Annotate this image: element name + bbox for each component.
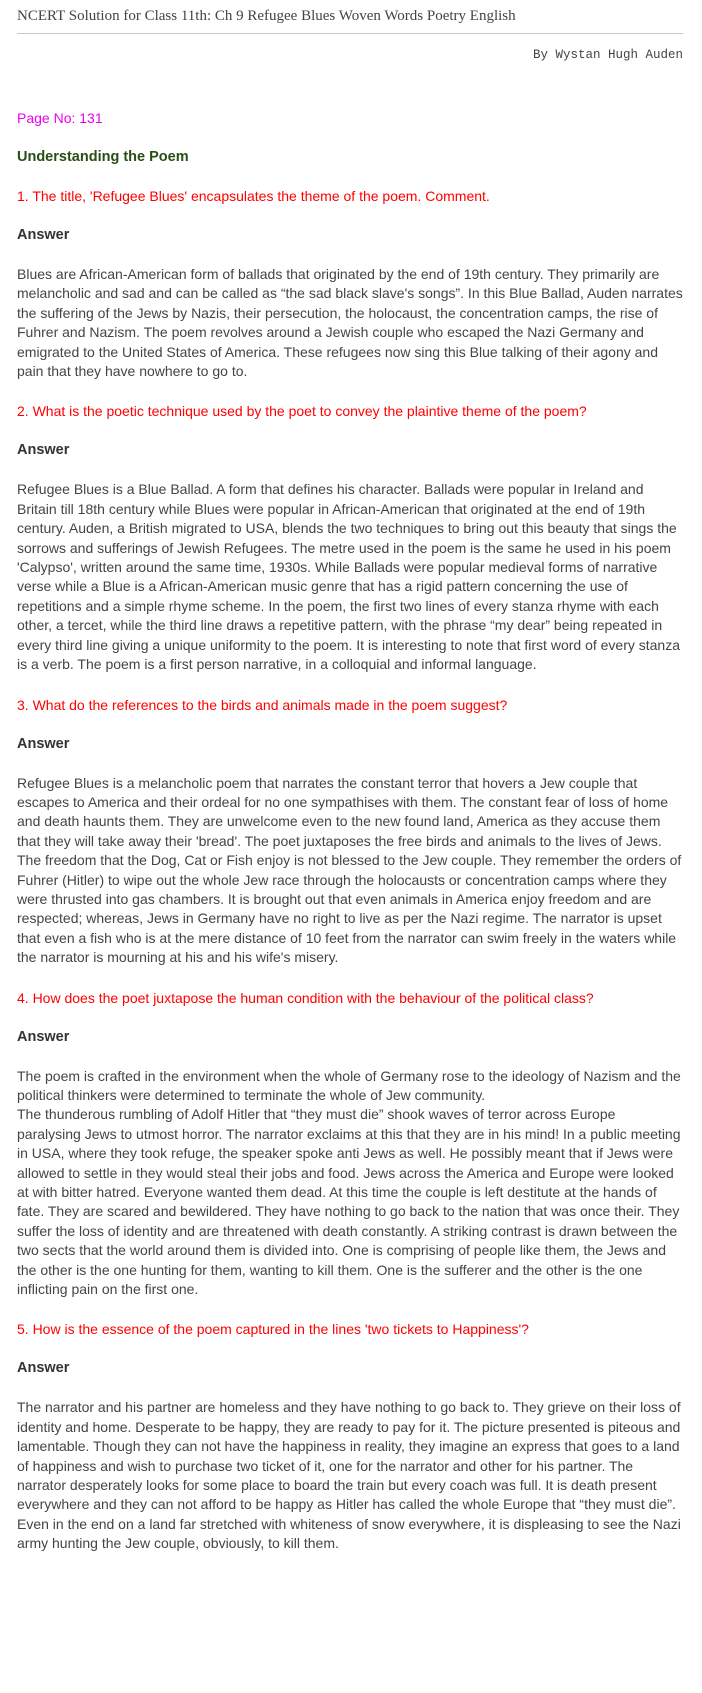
answer-label: Answer bbox=[17, 442, 70, 459]
author-line: By Wystan Hugh Auden bbox=[532, 48, 683, 62]
question-4: 4. How does the poet juxtapose the human condition with the behaviour of the political class? bbox=[17, 989, 594, 1006]
answer-paragraph: The poem is crafted in the environment when the whole of Germany rose to the ideology of Nazism and the political thinkers were determined to terminate the whole of Jew community. bbox=[17, 1067, 681, 1103]
answer-text-1 bbox=[17, 265, 683, 381]
answer-paragraph: The thunderous rumbling of Adolf Hitler that “they must die” shook waves of terror across Europe paralysing Jews to utmost horror. The narrator exclaims at this that they are in his mind! In a public meeting in USA, where they took refuge, the speaker spoke anti Jews as well. He possibly meant that if Jews were allowed to settle in they would steal their jobs and food. Jews across the America and Europe were looked at with bitter hatred. Everyone wanted them dead. At this time the couple is left destitute at the hands of fate. They are scared and bewildered. They have nothing to go back to the nation that was once their. They suffer the loss of identity and are threatened with death constantly. A striking contrast is drawn between the two sects that the world around them is divided into. One is comprising of people like them, the Jews and the other is the one hunting for them, wanting to kill them. One is the sufferer and the other is the one inflicting pain on the first one. bbox=[17, 1106, 681, 1298]
question-2: 2. What is the poetic technique used by the poet to convey the plaintive theme of the poem? bbox=[17, 403, 587, 420]
page-number: Page No: 131 bbox=[17, 110, 103, 126]
answer-paragraph: Refugee Blues is a melancholic poem that narrates the constant terror that hovers a Jew couple that escapes to America and their ordeal for no one sympathises with them. The constant fear of loss of home and death haunts them. They are unwelcome even to the new found land, America as they accuse them that they will take away their 'bread'. The poet juxtaposes the free birds and animals to the lives of Jews. The freedom that the Dog, Cat or Fish enjoy is not blessed to the Jew couple. They remember the orders of Fuhrer (Hitler) to wipe out the whole Jew race through the holocausts or concentration camps where they were thrusted into gas chambers. It is brought out that even animals in America enjoy freedom and are respected; whereas, Jews in Germany have no right to live as per the Nazi regime. The narrator is upset that even a fish who is at the mere distance of 10 feet from the narrator can swim freely in the waters while the narrator is mourning at his and his wife's misery. bbox=[17, 774, 682, 966]
qa-list bbox=[17, 187, 683, 1554]
answer-text-4 bbox=[17, 1067, 683, 1300]
answer-text-3 bbox=[17, 774, 683, 968]
answer-text-2 bbox=[17, 480, 683, 674]
document bbox=[17, 0, 683, 1554]
answer-label: Answer bbox=[17, 735, 70, 752]
question-1: 1. The title, 'Refugee Blues' encapsulates the theme of the poem. Comment. bbox=[17, 188, 490, 204]
document-title: NCERT Solution for Class 11th: Ch 9 Refugee Blues Woven Words Poetry English bbox=[17, 8, 683, 34]
question-5: 5. How is the essence of the poem captured in the lines 'two tickets to Happiness'? bbox=[17, 1321, 529, 1338]
answer-label: Answer bbox=[17, 1028, 70, 1045]
answer-label: Answer bbox=[17, 1360, 70, 1377]
question-3: 3. What do the references to the birds and animals made in the poem suggest? bbox=[17, 696, 508, 713]
answer-paragraph: Refugee Blues is a Blue Ballad. A form that defines his character. Ballads were popular in Ireland and Britain till 18th century while Blues were popular in African-American that originated at the end of 19th century. Auden, a British migrated to USA, blends the two techniques to bring out this beauty that sings the sorrows and sufferings of Jewish Refugees. The metre used in the poem is the same he used in his poem 'Calypso', written around the same time, 1930s. While Ballads were popular medieval forms of narrative verse while a Blue is a African-American music genre that has a rigid pattern concerning the use of repetitions and a simple rhyme scheme. In the poem, the first two lines of every stanza rhyme with each other, a tercet, while the third line draws a repetitive pattern, with the phrase “my dear” being repeated in every third line giving a unique uniformity to the poem. It is interesting to note that first word of every stanza is a verb. The poem is a first person narrative, in a colloquial and informal language. bbox=[17, 481, 681, 673]
answer-label: Answer bbox=[17, 227, 70, 243]
section-heading: Understanding the Poem bbox=[17, 149, 189, 165]
answer-text-5 bbox=[17, 1398, 683, 1553]
answer-paragraph: The narrator and his partner are homeless and they have nothing to go back to. They grieve on their loss of identity and home. Desperate to be happy, they are ready to pay for it. The picture presented is piteous and lamentable. Though they can not have the happiness in reality, they imagine an express that goes to a land of happiness and wish to purchase two ticket of it, one for the narrator and other for his partner. The narrator desperately looks for some place to board the train but every coach was full. It is death present everywhere and they can not afford to be happy as Hitler has called the whole Europe that “they must die”. Even in the end on a land far stretched with whiteness of snow everywhere, it is displeasing to see the Nazi army hunting the Jew couple, obviously, to kill them. bbox=[17, 1399, 681, 1552]
answer-paragraph: Blues are African-American form of ballads that originated by the end of 19th century. They primarily are melancholic and sad and can be called as “the sad black slave's songs”. In this Blue Ballad, Auden narrates the suffering of the Jews by Nazis, their persecution, the holocaust, the concentration camps, the rise of Fuhrer and Nazism. The poem revolves around a Jewish couple who escaped the Nazi Germany and emigrated to the United States of America. These refugees now sing this Blue talking of their agony and pain that they have nowhere to go to. bbox=[17, 266, 683, 380]
